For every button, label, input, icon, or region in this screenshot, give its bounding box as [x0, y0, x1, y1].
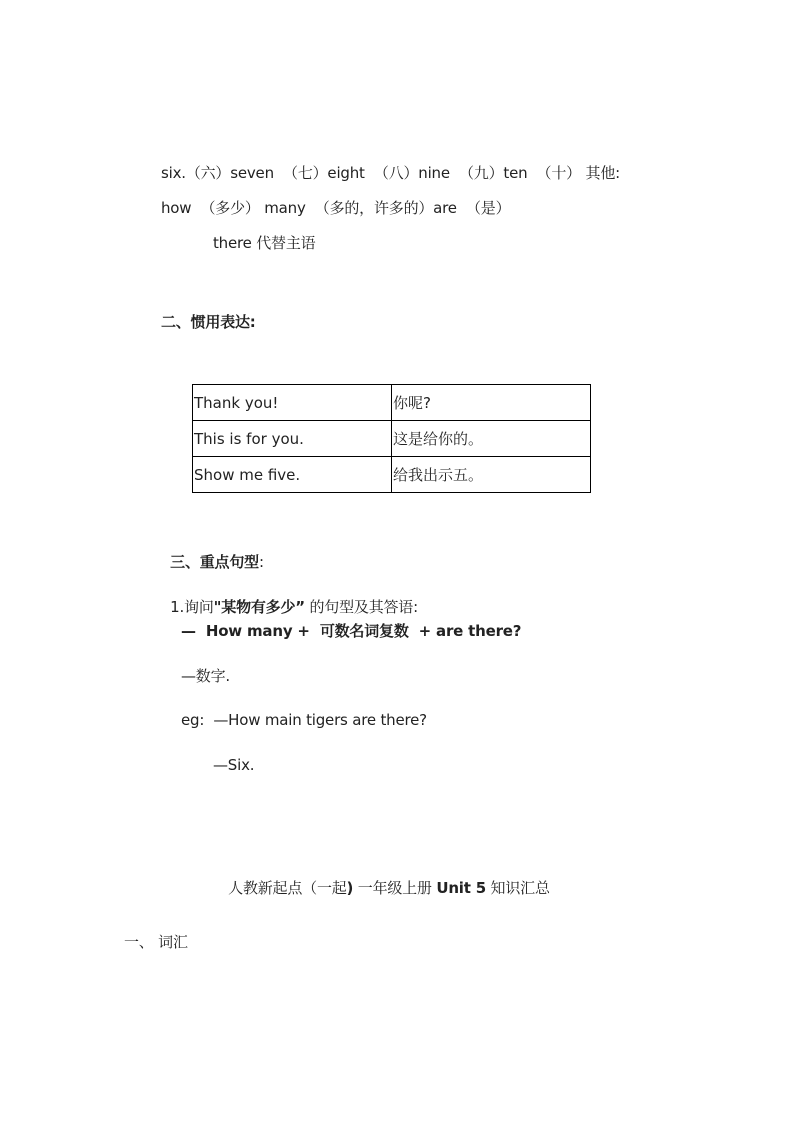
example-answer: —Six. [213, 756, 255, 774]
heading-colon: : [258, 553, 264, 571]
item-1-prefix: 1.询问 [170, 598, 214, 616]
vocab-line-3: there 代替主语 [213, 234, 316, 252]
table-row [193, 457, 591, 493]
heading-text: 三、重点句型 [170, 553, 259, 571]
section-heading-key-sentences [161, 532, 264, 572]
title-mid: 一年级上册 [353, 879, 437, 897]
table-cell-chinese: 这是给你的。 [392, 421, 591, 457]
title-paren: ) [346, 879, 354, 897]
expressions-table [192, 384, 591, 493]
item-1-bold: "某物有多少” [213, 598, 305, 616]
section-heading-vocabulary: 一、 词汇 [124, 933, 188, 951]
table-cell-english: Show me five. [193, 457, 392, 493]
sentence-pattern: — How many + 可数名词复数 + are there? [181, 622, 522, 640]
vocab-line-2: how （多少） many （多的，许多的）are （是） [161, 199, 511, 217]
answer-pattern: —数字. [181, 667, 230, 685]
title-prefix: 人教新起点（一起 [228, 879, 347, 897]
table-cell-english: Thank you! [193, 385, 392, 421]
section-heading-expressions: 二、惯用表达: [161, 313, 256, 331]
table-cell-chinese: 你呢? [392, 385, 591, 421]
item-1-line [161, 577, 418, 617]
table-row [193, 385, 591, 421]
title-suffix: 知识汇总 [485, 879, 550, 897]
table-cell-chinese: 给我出示五。 [392, 457, 591, 493]
item-1-suffix: 的句型及其答语: [304, 598, 418, 616]
table-cell-english: This is for you. [193, 421, 392, 457]
table-row [193, 421, 591, 457]
example-question: eg: —How main tigers are there? [181, 711, 427, 729]
vocab-line-1: six.（六）seven （七）eight （八）nine （九）ten （十） 其他: [161, 164, 620, 182]
title-unit: Unit 5 [436, 879, 486, 897]
document-title [219, 858, 550, 898]
